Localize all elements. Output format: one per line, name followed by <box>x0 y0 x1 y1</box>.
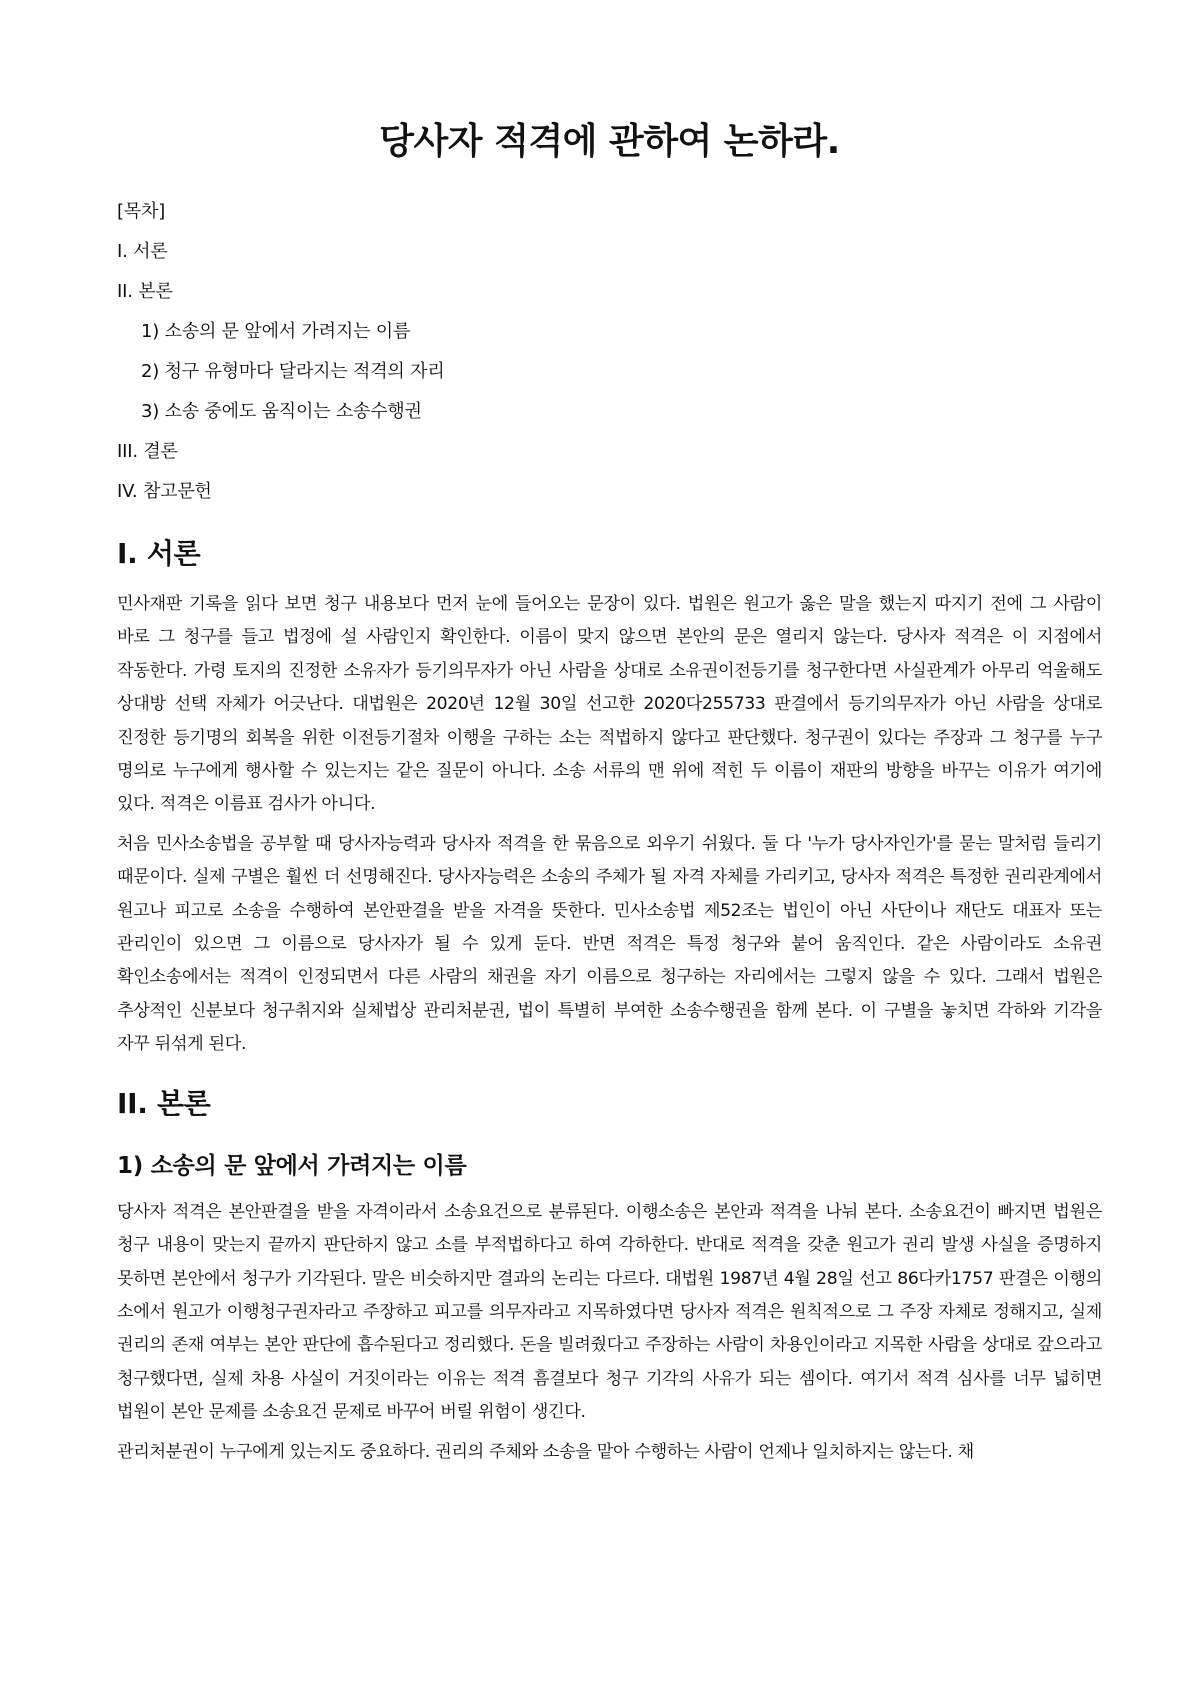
toc-heading: [목차] <box>117 201 166 222</box>
toc-item-conclusion: III. 결론 <box>117 441 178 462</box>
body-sub1-paragraph-1: 당사자 적격은 본안판결을 받을 자격이라서 소송요건으로 분류된다. 이행소송은 본안과 적격을 나눠 본다. 소송요건이 빠지면 법원은 청구 내용이 맞는지 끝까지 판단하지 않고 소를 부적법하다고 하여 각하한다. 반대로 적격을 갖춘 원고가 권리 발생 사실을 증명하지 못하면 본안에서 청구가 기각된다. 말은 비슷하지만 결과의 논리는 다르다. 대법원 1987년 4월 28일 선고 86다카1757 판결은 이행의 소에서 원고가 이행청구권자라고 주장하고 피고를 의무자라고 지목하였다면 당사자 적격은 원칙적으로 그 주장 자체로 정해지고, 실제 권리의 존재 여부는 본안 판단에 흡수된다고 정리했다. 돈을 빌려줬다고 주장하는 사람이 차용인이라고 지목한 사람을 상대로 갚으라고 청구했다면, 실제 차용 사실이 거짓이라는 이유는 적격 흠결보다 청구 기각의 사유가 되는 셈이다. 여기서 적격 심사를 너무 넓히면 법원이 본안 문제를 소송요건 문제로 바꾸어 버릴 위험이 생긴다. <box>117 1201 1102 1423</box>
toc-item-body-1: 1) 소송의 문 앞에서 가려지는 이름 <box>141 321 411 342</box>
table-of-contents <box>117 192 1102 512</box>
intro-paragraph-2: 처음 민사소송법을 공부할 때 당사자능력과 당사자 적격을 한 묶음으로 외우기 쉬웠다. 둘 다 '누가 당사자인가'를 묻는 말처럼 들리기 때문이다. 실제 구별은 훨씬 더 선명해진다. 당사자능력은 소송의 주체가 될 자격 자체를 가리키고, 당사자 적격은 특정한 권리관계에서 원고나 피고로 소송을 수행하여 본안판결을 받을 자격을 뜻한다. 민사소송법 제52조는 법인이 아닌 사단이나 재단도 대표자 또는 관리인이 있으면 그 이름으로 당사자가 될 수 있게 둔다. 반면 적격은 특정 청구와 붙어 움직인다. 같은 사람이라도 소유권 확인소송에서는 적격이 인정되면서 다른 사람의 채권을 자기 이름으로 청구하는 자리에서는 그렇지 않을 수 있다. 그래서 법원은 추상적인 신분보다 청구취지와 실체법상 관리처분권, 법이 특별히 부여한 소송수행권을 함께 본다. 이 구별을 놓치면 각하와 기각을 자꾸 뒤섞게 된다. <box>117 833 1102 1055</box>
toc-item-intro: I. 서론 <box>117 241 168 262</box>
section-heading-body: II. 본론 <box>117 1086 211 1120</box>
toc-item-body: II. 본론 <box>117 281 173 302</box>
body-sub1-paragraph-2: 관리처분권이 누구에게 있는지도 중요하다. 권리의 주체와 소송을 맡아 수행하는 사람이 언제나 일치하지는 않는다. 채 <box>117 1441 974 1462</box>
intro-paragraph-1: 민사재판 기록을 읽다 보면 청구 내용보다 먼저 눈에 들어오는 문장이 있다. 법원은 원고가 옳은 말을 했는지 따지기 전에 그 사람이 바로 그 청구를 들고 법정에 설 사람인지 확인한다. 이름이 맞지 않으면 본안의 문은 열리지 않는다. 당사자 적격은 이 지점에서 작동한다. 가령 토지의 진정한 소유자가 등기의무자가 아닌 사람을 상대로 소유권이전등기를 청구한다면 사실관계가 아무리 억울해도 상대방 선택 자체가 어긋난다. 대법원은 2020년 12월 30일 선고한 2020다255733 판결에서 등기의무자가 아닌 사람을 상대로 진정한 등기명의 회복을 위한 이전등기절차 이행을 구하는 소는 적법하지 않다고 판단했다. 청구권이 있다는 주장과 그 청구를 누구 명의로 누구에게 행사할 수 있는지는 같은 질문이 아니다. 소송 서류의 맨 위에 적힌 두 이름이 재판의 방향을 바꾸는 이유가 여기에 있다. 적격은 이름표 검사가 아니다. <box>117 594 1102 815</box>
section-heading-intro: I. 서론 <box>117 537 201 570</box>
subsection-heading-1: 1) 소송의 문 앞에서 가려지는 이름 <box>117 1152 467 1179</box>
toc-item-body-3: 3) 소송 중에도 움직이는 소송수행권 <box>141 401 422 422</box>
toc-item-references: IV. 참고문헌 <box>117 481 212 502</box>
document-title: 당사자 적격에 관하여 논하라. <box>379 121 840 162</box>
toc-item-body-2: 2) 청구 유형마다 달라지는 적격의 자리 <box>141 361 445 382</box>
